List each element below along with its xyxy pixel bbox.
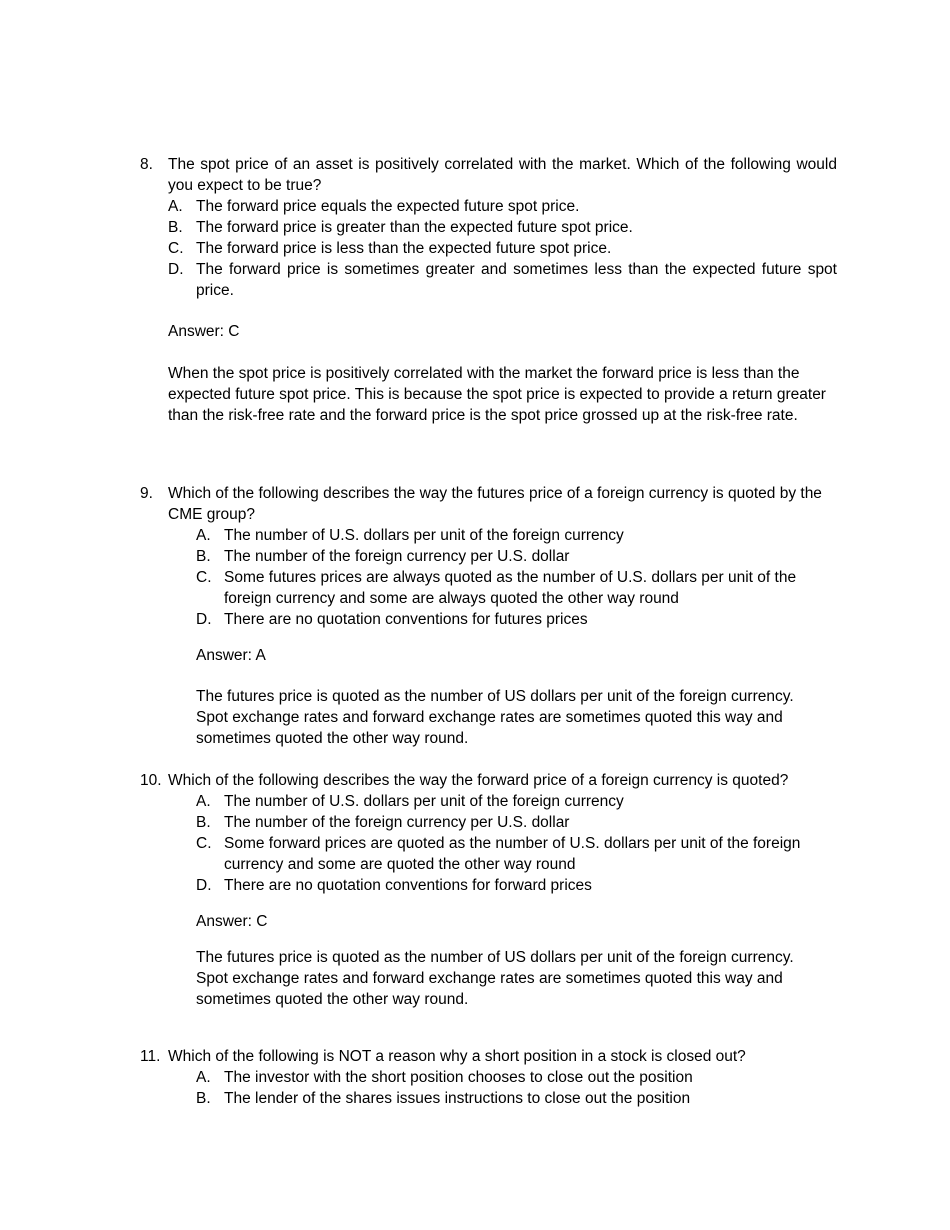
question-text: The spot price of an asset is positively correlated with the market. Which of the following would <box>168 156 837 173</box>
question-text: Which of the following describes the way the forward price of a foreign currency is quoted? <box>168 772 789 789</box>
answer-label: Answer: C <box>196 913 268 930</box>
option-text: The number of U.S. dollars per unit of the foreign currency <box>224 527 624 544</box>
option-text: The forward price is less than the expected future spot price. <box>196 240 612 257</box>
explanation-text: The futures price is quoted as the number of US dollars per unit of the foreign currency. <box>196 949 794 966</box>
option-letter: A. <box>196 1069 211 1086</box>
option-letter: C. <box>196 569 212 586</box>
option-letter: D. <box>168 261 184 278</box>
option-text: The lender of the shares issues instructions to close out the position <box>224 1090 691 1107</box>
question-number: 11. <box>140 1048 161 1065</box>
explanation-text: Spot exchange rates and forward exchange rates are sometimes quoted this way and <box>196 709 783 726</box>
question-number: 9. <box>140 485 153 502</box>
option-letter: D. <box>196 611 212 628</box>
explanation-text: When the spot price is positively correlated with the market the forward price is less than the <box>168 365 800 382</box>
question-number: 10. <box>140 772 162 789</box>
option-text: price. <box>196 282 234 299</box>
option-text: Some futures prices are always quoted as the number of U.S. dollars per unit of the <box>224 569 797 586</box>
question-number: 8. <box>140 156 153 173</box>
option-letter: B. <box>196 1090 211 1107</box>
option-text: The forward price is greater than the expected future spot price. <box>196 219 633 236</box>
option-letter: B. <box>196 548 211 565</box>
explanation-text: The futures price is quoted as the number of US dollars per unit of the foreign currency. <box>196 688 794 705</box>
option-letter: B. <box>168 219 183 236</box>
option-text: The forward price equals the expected future spot price. <box>196 198 580 215</box>
option-text: The number of the foreign currency per U.S. dollar <box>224 548 570 565</box>
question-text: CME group? <box>168 506 256 523</box>
question-text: Which of the following is NOT a reason why a short position in a stock is closed out? <box>168 1048 746 1065</box>
option-text: The number of the foreign currency per U.S. dollar <box>224 814 570 831</box>
option-letter: C. <box>168 240 184 257</box>
answer-label: Answer: C <box>168 323 240 340</box>
explanation-text: sometimes quoted the other way round. <box>196 730 469 747</box>
option-text: There are no quotation conventions for futures prices <box>224 611 588 628</box>
explanation-text: sometimes quoted the other way round. <box>196 991 469 1008</box>
option-letter: A. <box>196 527 211 544</box>
answer-label: Answer: A <box>196 647 266 664</box>
option-text: Some forward prices are quoted as the number of U.S. dollars per unit of the foreign <box>224 835 801 852</box>
explanation-text: Spot exchange rates and forward exchange rates are sometimes quoted this way and <box>196 970 783 987</box>
option-letter: C. <box>196 835 212 852</box>
option-text: There are no quotation conventions for forward prices <box>224 877 592 894</box>
option-letter: A. <box>168 198 183 215</box>
question-text: you expect to be true? <box>168 177 322 194</box>
option-text: The forward price is sometimes greater and sometimes less than the expected future spot <box>196 261 837 278</box>
option-text: foreign currency and some are always quoted the other way round <box>224 590 679 607</box>
explanation-text: expected future spot price. This is because the spot price is expected to provide a return greater <box>168 386 826 403</box>
option-letter: A. <box>196 793 211 810</box>
option-letter: D. <box>196 877 212 894</box>
explanation-text: than the risk-free rate and the forward price is the spot price grossed up at the risk-free rate. <box>168 407 798 424</box>
option-text: currency and some are quoted the other way round <box>224 856 576 873</box>
question-text: Which of the following describes the way the futures price of a foreign currency is quoted by the <box>168 485 822 502</box>
option-text: The number of U.S. dollars per unit of the foreign currency <box>224 793 624 810</box>
option-text: The investor with the short position chooses to close out the position <box>224 1069 693 1086</box>
option-letter: B. <box>196 814 211 831</box>
